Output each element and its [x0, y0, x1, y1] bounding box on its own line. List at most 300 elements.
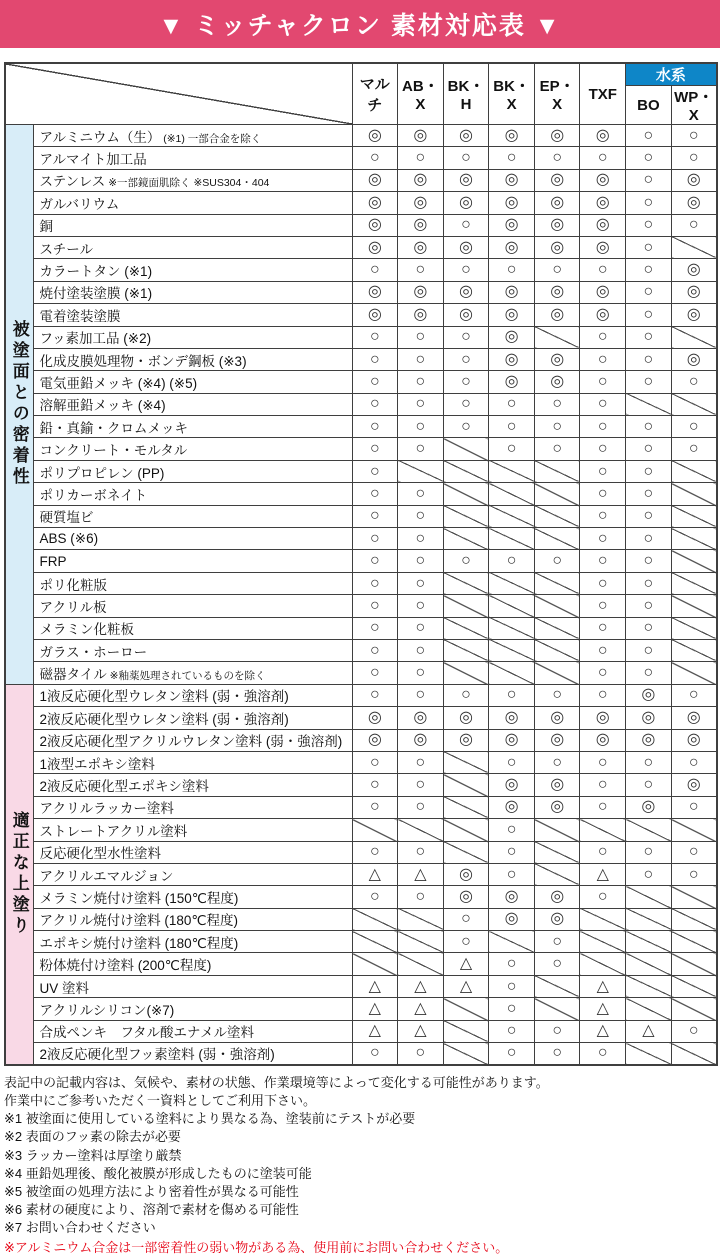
material-name: 銅	[33, 214, 352, 236]
mark-double-circle: ◎	[534, 908, 580, 930]
mark-not-applicable	[626, 1043, 672, 1065]
material-name: 2液反応硬化型フッ素塗料 (弱・強溶剤)	[33, 1043, 352, 1065]
mark-circle: ○	[580, 684, 626, 706]
mark-circle: ○	[398, 886, 444, 908]
mark-circle: ○	[398, 639, 444, 661]
mark-circle: ○	[352, 796, 398, 818]
mark-double-circle: ◎	[443, 236, 489, 258]
material-name: ABS (※6)	[33, 528, 352, 550]
mark-circle: ○	[671, 684, 717, 706]
table-row	[5, 214, 717, 236]
mark-not-applicable	[489, 639, 535, 661]
mark-not-applicable	[626, 886, 672, 908]
table-row	[5, 662, 717, 684]
material-name: ポリカーボネイト	[33, 483, 352, 505]
mark-double-circle: ◎	[534, 886, 580, 908]
mark-not-applicable	[671, 998, 717, 1020]
footnotes	[4, 1074, 716, 1238]
mark-circle: ○	[443, 259, 489, 281]
mark-circle: ○	[398, 1043, 444, 1065]
compatibility-table-wrap	[4, 62, 716, 1066]
mark-circle: ○	[534, 416, 580, 438]
mark-triangle: △	[352, 1020, 398, 1042]
mark-not-applicable	[671, 886, 717, 908]
mark-circle: ○	[626, 214, 672, 236]
mark-circle: ○	[489, 259, 535, 281]
mark-circle: ○	[398, 483, 444, 505]
mark-circle: ○	[671, 796, 717, 818]
mark-circle: ○	[626, 438, 672, 460]
mark-circle: ○	[534, 751, 580, 773]
material-name: エポキシ焼付け塗料 (180℃程度)	[33, 931, 352, 953]
mark-circle: ○	[626, 326, 672, 348]
mark-circle: ○	[398, 662, 444, 684]
mark-not-applicable	[534, 819, 580, 841]
mark-double-circle: ◎	[352, 304, 398, 326]
column-header-5: EP・X	[534, 63, 580, 125]
table-row	[5, 1020, 717, 1042]
table-row	[5, 438, 717, 460]
mark-double-circle: ◎	[534, 192, 580, 214]
table-row	[5, 707, 717, 729]
mark-not-applicable	[489, 595, 535, 617]
mark-circle: ○	[580, 393, 626, 415]
mark-double-circle: ◎	[580, 192, 626, 214]
footnote-line-5: ※3 ラッカー塗料は厚塗り厳禁	[4, 1147, 182, 1163]
mark-double-circle: ◎	[398, 304, 444, 326]
mark-circle: ○	[580, 259, 626, 281]
footnote-line-1: 表記中の記載内容は、気候や、素材の状態、作業環境等によって変化する可能性があります。	[4, 1074, 549, 1090]
mark-circle: ○	[352, 1043, 398, 1065]
mark-not-applicable	[671, 819, 717, 841]
mark-not-applicable	[580, 931, 626, 953]
column-header-4: BK・X	[489, 63, 535, 125]
mark-circle: ○	[489, 393, 535, 415]
mark-circle: ○	[626, 125, 672, 147]
mark-not-applicable	[489, 460, 535, 482]
table-row	[5, 819, 717, 841]
mark-not-applicable	[580, 819, 626, 841]
material-name: 2液反応硬化型アクリルウレタン塗料 (弱・強溶剤)	[33, 729, 352, 751]
column-header-2: AB・X	[398, 63, 444, 125]
mark-circle: ○	[489, 684, 535, 706]
mark-circle: ○	[671, 438, 717, 460]
mark-circle: ○	[626, 841, 672, 863]
mark-circle: ○	[398, 774, 444, 796]
mark-double-circle: ◎	[534, 214, 580, 236]
mark-circle: ○	[580, 751, 626, 773]
mark-double-circle: ◎	[489, 729, 535, 751]
table-row	[5, 886, 717, 908]
material-name: 反応硬化型水性塗料	[33, 841, 352, 863]
mark-not-applicable	[443, 639, 489, 661]
mark-double-circle: ◎	[489, 169, 535, 191]
mark-not-applicable	[671, 505, 717, 527]
mark-circle: ○	[671, 751, 717, 773]
table-row	[5, 528, 717, 550]
mark-not-applicable	[443, 572, 489, 594]
footnote-line-8: ※6 素材の硬度により、溶剤で素材を傷める可能性	[4, 1202, 299, 1218]
mark-circle: ○	[580, 416, 626, 438]
mark-circle: ○	[352, 326, 398, 348]
footnote-line-2: 作業中にご参考いただく一資料としてご利用下さい。	[4, 1093, 317, 1109]
mark-not-applicable	[489, 572, 535, 594]
mark-double-circle: ◎	[626, 796, 672, 818]
mark-double-circle: ◎	[443, 125, 489, 147]
mark-double-circle: ◎	[534, 304, 580, 326]
mark-circle: ○	[580, 147, 626, 169]
mark-circle: ○	[443, 214, 489, 236]
mark-double-circle: ◎	[398, 214, 444, 236]
mark-double-circle: ◎	[626, 729, 672, 751]
mark-not-applicable	[443, 774, 489, 796]
table-row	[5, 483, 717, 505]
mark-circle: ○	[580, 841, 626, 863]
mark-double-circle: ◎	[534, 169, 580, 191]
mark-double-circle: ◎	[398, 169, 444, 191]
mark-double-circle: ◎	[580, 304, 626, 326]
mark-circle: ○	[626, 639, 672, 661]
mark-circle: ○	[352, 662, 398, 684]
material-name: アクリルエマルジョン	[33, 863, 352, 885]
mark-not-applicable	[534, 662, 580, 684]
mark-circle: ○	[534, 259, 580, 281]
mark-not-applicable	[443, 1043, 489, 1065]
mark-circle: ○	[443, 550, 489, 572]
mark-not-applicable	[489, 617, 535, 639]
mark-double-circle: ◎	[580, 214, 626, 236]
mark-not-applicable	[352, 953, 398, 975]
material-name: 鉛・真鍮・クロムメッキ	[33, 416, 352, 438]
mark-circle: ○	[626, 774, 672, 796]
table-row	[5, 460, 717, 482]
mark-double-circle: ◎	[352, 707, 398, 729]
mark-double-circle: ◎	[534, 281, 580, 303]
mark-not-applicable	[534, 505, 580, 527]
mark-not-applicable	[352, 908, 398, 930]
table-row	[5, 304, 717, 326]
mark-double-circle: ◎	[489, 796, 535, 818]
mark-double-circle: ◎	[398, 236, 444, 258]
mark-double-circle: ◎	[489, 192, 535, 214]
mark-double-circle: ◎	[352, 169, 398, 191]
mark-not-applicable	[671, 460, 717, 482]
material-name: アクリルシリコン(※7)	[33, 998, 352, 1020]
mark-circle: ○	[352, 751, 398, 773]
mark-circle: ○	[398, 751, 444, 773]
table-row	[5, 908, 717, 930]
mark-circle: ○	[443, 684, 489, 706]
mark-double-circle: ◎	[534, 125, 580, 147]
mark-circle: ○	[671, 371, 717, 393]
mark-circle: ○	[443, 908, 489, 930]
mark-not-applicable	[352, 931, 398, 953]
mark-circle: ○	[626, 236, 672, 258]
material-name: フッ素加工品 (※2)	[33, 326, 352, 348]
material-compatibility-table	[4, 62, 718, 1066]
mark-double-circle: ◎	[671, 348, 717, 370]
table-row	[5, 259, 717, 281]
material-name: 1液型エポキシ塗料	[33, 751, 352, 773]
mark-double-circle: ◎	[398, 192, 444, 214]
table-row	[5, 125, 717, 147]
mark-circle: ○	[580, 550, 626, 572]
mark-not-applicable	[534, 617, 580, 639]
mark-not-applicable	[534, 460, 580, 482]
mark-circle: ○	[626, 483, 672, 505]
mark-not-applicable	[626, 393, 672, 415]
mark-double-circle: ◎	[398, 281, 444, 303]
mark-circle: ○	[443, 348, 489, 370]
mark-circle: ○	[489, 550, 535, 572]
mark-not-applicable	[671, 393, 717, 415]
mark-circle: ○	[352, 438, 398, 460]
mark-double-circle: ◎	[580, 125, 626, 147]
mark-circle: ○	[671, 416, 717, 438]
warning-note: ※アルミニウム合金は一部密着性の弱い物がある為、使用前にお問い合わせください。	[4, 1239, 509, 1255]
mark-circle: ○	[626, 528, 672, 550]
mark-circle: ○	[352, 460, 398, 482]
table-row	[5, 617, 717, 639]
mark-circle: ○	[352, 147, 398, 169]
mark-circle: ○	[352, 393, 398, 415]
mark-circle: ○	[626, 505, 672, 527]
mark-circle: ○	[580, 483, 626, 505]
mark-double-circle: ◎	[398, 729, 444, 751]
mark-double-circle: ◎	[626, 684, 672, 706]
mark-circle: ○	[671, 214, 717, 236]
mark-not-applicable	[489, 931, 535, 953]
material-name: 電着塗装塗膜	[33, 304, 352, 326]
mark-not-applicable	[489, 505, 535, 527]
mark-not-applicable	[671, 572, 717, 594]
mark-circle: ○	[352, 416, 398, 438]
mark-circle: ○	[580, 796, 626, 818]
mark-circle: ○	[443, 931, 489, 953]
mark-double-circle: ◎	[443, 863, 489, 885]
material-name: カラートタン (※1)	[33, 259, 352, 281]
mark-double-circle: ◎	[671, 259, 717, 281]
mark-circle: ○	[626, 617, 672, 639]
footnote-line-3: ※1 被塗面に使用している塗料により異なる為、塗装前にテストが必要	[4, 1111, 416, 1127]
material-name: コンクリート・モルタル	[33, 438, 352, 460]
table-row	[5, 684, 717, 706]
mark-not-applicable	[398, 819, 444, 841]
mark-triangle: △	[443, 953, 489, 975]
mark-circle: ○	[671, 125, 717, 147]
table-row	[5, 1043, 717, 1065]
material-name: ガルバリウム	[33, 192, 352, 214]
mark-circle: ○	[580, 1043, 626, 1065]
mark-double-circle: ◎	[580, 707, 626, 729]
mark-not-applicable	[671, 236, 717, 258]
mark-circle: ○	[443, 147, 489, 169]
mark-double-circle: ◎	[489, 908, 535, 930]
mark-double-circle: ◎	[671, 192, 717, 214]
mark-not-applicable	[626, 953, 672, 975]
mark-double-circle: ◎	[489, 348, 535, 370]
table-row	[5, 550, 717, 572]
mark-circle: ○	[580, 505, 626, 527]
mark-double-circle: ◎	[671, 281, 717, 303]
material-name: FRP	[33, 550, 352, 572]
material-name: 2液反応硬化型エポキシ塗料	[33, 774, 352, 796]
mark-circle: ○	[626, 751, 672, 773]
material-name: 焼付塗装塗膜 (※1)	[33, 281, 352, 303]
mark-circle: ○	[489, 438, 535, 460]
mark-triangle: △	[580, 863, 626, 885]
mark-double-circle: ◎	[352, 125, 398, 147]
table-row	[5, 639, 717, 661]
mark-circle: ○	[626, 281, 672, 303]
mark-not-applicable	[580, 953, 626, 975]
mark-not-applicable	[626, 975, 672, 997]
mark-not-applicable	[534, 639, 580, 661]
mark-double-circle: ◎	[443, 192, 489, 214]
mark-circle: ○	[443, 416, 489, 438]
mark-circle: ○	[671, 147, 717, 169]
mark-double-circle: ◎	[443, 729, 489, 751]
mark-double-circle: ◎	[671, 729, 717, 751]
mark-circle: ○	[352, 572, 398, 594]
mark-circle: ○	[398, 572, 444, 594]
mark-circle: ○	[352, 684, 398, 706]
section-vertical-label: 被塗面との密着性	[9, 320, 29, 489]
mark-circle: ○	[398, 348, 444, 370]
corner-diagonal-cell	[5, 63, 352, 125]
mark-circle: ○	[352, 550, 398, 572]
mark-circle: ○	[398, 595, 444, 617]
mark-circle: ○	[580, 595, 626, 617]
mark-circle: ○	[626, 348, 672, 370]
mark-triangle: △	[580, 1020, 626, 1042]
mark-double-circle: ◎	[580, 281, 626, 303]
material-name: ストレートアクリル塗料	[33, 819, 352, 841]
mark-not-applicable	[671, 528, 717, 550]
mark-not-applicable	[626, 819, 672, 841]
page-title: ▼ ミッチャクロン 素材対応表 ▼	[158, 12, 562, 40]
mark-not-applicable	[398, 953, 444, 975]
table-row	[5, 192, 717, 214]
table-row	[5, 572, 717, 594]
mark-circle: ○	[352, 371, 398, 393]
table-row	[5, 975, 717, 997]
mark-not-applicable	[443, 841, 489, 863]
mark-not-applicable	[534, 326, 580, 348]
mark-circle: ○	[352, 483, 398, 505]
mark-double-circle: ◎	[489, 886, 535, 908]
mark-circle: ○	[398, 796, 444, 818]
mark-circle: ○	[534, 438, 580, 460]
mark-not-applicable	[398, 908, 444, 930]
mark-not-applicable	[534, 863, 580, 885]
mark-circle: ○	[580, 528, 626, 550]
mark-circle: ○	[352, 259, 398, 281]
section-label-blue	[5, 125, 33, 685]
mark-double-circle: ◎	[534, 729, 580, 751]
mark-circle: ○	[534, 931, 580, 953]
mark-not-applicable	[443, 998, 489, 1020]
mark-double-circle: ◎	[352, 214, 398, 236]
table-row	[5, 751, 717, 773]
mark-circle: ○	[489, 841, 535, 863]
column-header-6: TXF	[580, 63, 626, 125]
table-row	[5, 147, 717, 169]
material-name: 磁器タイル ※釉薬処理されているものを除く	[33, 662, 352, 684]
mark-not-applicable	[671, 931, 717, 953]
mark-double-circle: ◎	[671, 169, 717, 191]
mark-double-circle: ◎	[443, 169, 489, 191]
mark-circle: ○	[626, 662, 672, 684]
mark-circle: ○	[489, 975, 535, 997]
material-name: UV 塗料	[33, 975, 352, 997]
mark-not-applicable	[671, 617, 717, 639]
mark-double-circle: ◎	[398, 125, 444, 147]
mark-circle: ○	[580, 572, 626, 594]
table-row	[5, 729, 717, 751]
mark-not-applicable	[443, 438, 489, 460]
mark-double-circle: ◎	[580, 729, 626, 751]
table-row	[5, 595, 717, 617]
mark-triangle: △	[352, 863, 398, 885]
material-name: ガラス・ホーロー	[33, 639, 352, 661]
mark-circle: ○	[626, 460, 672, 482]
mark-circle: ○	[443, 326, 489, 348]
mark-not-applicable	[398, 460, 444, 482]
mark-circle: ○	[671, 863, 717, 885]
water-column-header-2: WP・X	[671, 86, 717, 125]
mark-not-applicable	[671, 326, 717, 348]
mark-circle: ○	[352, 595, 398, 617]
mark-double-circle: ◎	[534, 371, 580, 393]
mark-circle: ○	[626, 304, 672, 326]
mark-not-applicable	[671, 953, 717, 975]
mark-double-circle: ◎	[671, 707, 717, 729]
mark-double-circle: ◎	[489, 326, 535, 348]
mark-circle: ○	[626, 416, 672, 438]
mark-circle: ○	[398, 505, 444, 527]
mark-double-circle: ◎	[489, 304, 535, 326]
mark-circle: ○	[489, 1043, 535, 1065]
mark-circle: ○	[352, 841, 398, 863]
mark-circle: ○	[352, 348, 398, 370]
mark-circle: ○	[398, 147, 444, 169]
mark-double-circle: ◎	[534, 796, 580, 818]
mark-circle: ○	[489, 998, 535, 1020]
mark-triangle: △	[398, 975, 444, 997]
mark-circle: ○	[352, 505, 398, 527]
material-name: ポリプロピレン (PP)	[33, 460, 352, 482]
mark-not-applicable	[626, 998, 672, 1020]
mark-circle: ○	[443, 393, 489, 415]
mark-circle: ○	[580, 371, 626, 393]
material-name: 1液反応硬化型ウレタン塗料 (弱・強溶剤)	[33, 684, 352, 706]
mark-not-applicable	[671, 908, 717, 930]
water-group-header: 水系	[626, 63, 717, 86]
mark-circle: ○	[626, 169, 672, 191]
mark-circle: ○	[489, 819, 535, 841]
mark-triangle: △	[580, 998, 626, 1020]
material-name: アルマイト加工品	[33, 147, 352, 169]
material-name: 電気亜鉛メッキ (※4) (※5)	[33, 371, 352, 393]
mark-double-circle: ◎	[489, 281, 535, 303]
mark-double-circle: ◎	[352, 192, 398, 214]
mark-not-applicable	[443, 751, 489, 773]
mark-triangle: △	[580, 975, 626, 997]
mark-not-applicable	[671, 595, 717, 617]
material-name: アクリルラッカー塗料	[33, 796, 352, 818]
mark-circle: ○	[398, 684, 444, 706]
